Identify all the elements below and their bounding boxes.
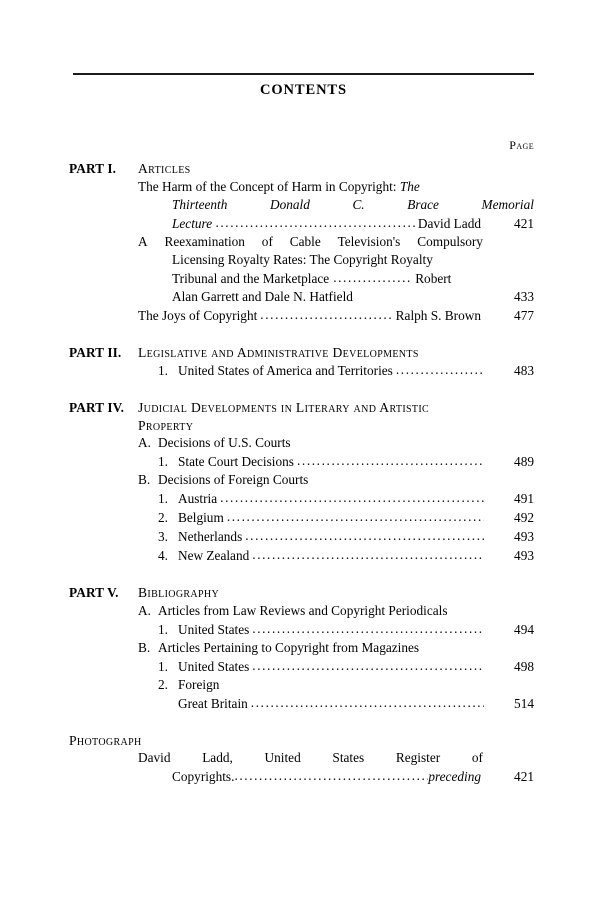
- entry-page-number[interactable]: 483: [514, 363, 534, 378]
- toc-body: [69, 160, 534, 786]
- photograph-heading: Photograph: [69, 732, 142, 748]
- toc-subsection-heading: [138, 434, 534, 452]
- header-rule: [73, 73, 534, 75]
- toc-entry[interactable]: [158, 546, 534, 565]
- entry-text: Articles Pertaining to Copyright from Magazines: [158, 639, 420, 655]
- article-line: [138, 178, 534, 196]
- lettered-row: [138, 639, 534, 657]
- entry-text: Decisions of Foreign Courts: [158, 472, 309, 487]
- entry-marker: B.: [138, 472, 151, 487]
- entry-marker: 1.: [158, 621, 168, 637]
- dot-leader: [215, 214, 417, 232]
- dot-leader: [234, 767, 428, 785]
- article-line: [138, 233, 534, 251]
- entry-marker: 1.: [158, 658, 168, 674]
- entry-text: United States: [178, 621, 250, 637]
- part-i-name: Articles: [138, 161, 191, 176]
- toc-entry-article[interactable]: [138, 306, 534, 325]
- toc-entry-photograph[interactable]: [138, 749, 534, 786]
- photograph-block: [69, 732, 534, 787]
- toc-entry[interactable]: [158, 657, 534, 676]
- entry-page-number[interactable]: 421: [514, 215, 534, 231]
- article-line: [138, 196, 534, 214]
- lettered-row: [158, 676, 534, 694]
- part-i-heading: [69, 160, 534, 178]
- toc-entry[interactable]: [158, 361, 534, 380]
- toc-entry[interactable]: [158, 489, 534, 508]
- article-line: [138, 288, 534, 306]
- article-line: [138, 269, 534, 288]
- dot-leader: [252, 620, 484, 638]
- part-iv-heading: [69, 399, 534, 417]
- part-iv-label: PART IV.: [69, 400, 125, 415]
- lettered-row: [138, 434, 534, 452]
- entry-text: United States: [178, 658, 250, 674]
- dot-leader: [220, 489, 484, 507]
- toc-entry-no-page: [158, 676, 534, 694]
- toc-entry-article[interactable]: [138, 233, 534, 306]
- page-title: CONTENTS: [260, 82, 347, 98]
- section-gap: [69, 380, 534, 399]
- entry-page-number[interactable]: 433: [514, 288, 534, 304]
- entry-text: Belgium: [178, 510, 224, 525]
- dot-leader: [252, 546, 484, 564]
- part-i-label: PART I.: [69, 161, 117, 176]
- part-i-block: [69, 160, 534, 325]
- entry-page-number[interactable]: 477: [514, 307, 534, 323]
- entry-page-number[interactable]: 494: [514, 621, 534, 637]
- toc-subsection-heading: [138, 471, 534, 489]
- lettered-row: [138, 471, 534, 489]
- toc-entry[interactable]: [158, 508, 534, 527]
- entry-marker: B.: [138, 639, 151, 655]
- article-title-line2: Thirteenth Donald C. Brace Memorial: [172, 196, 534, 212]
- entry-text: Great Britain: [178, 695, 248, 711]
- article-author: Robert: [415, 270, 452, 286]
- toc-entry[interactable]: [158, 527, 534, 546]
- dot-leader: [227, 508, 484, 526]
- toc-subsection-heading: [138, 602, 534, 620]
- article-author-line: Alan Garrett and Dale N. Hatfield: [172, 288, 353, 304]
- entry-page-number[interactable]: 421: [514, 769, 534, 784]
- photograph-caption-line1: David Ladd, United States Register of: [138, 750, 483, 765]
- dot-leader: [297, 452, 484, 470]
- entry-text: New Zealand: [178, 548, 250, 563]
- entry-page-number[interactable]: 489: [514, 454, 534, 469]
- entry-marker: 1.: [158, 363, 168, 378]
- article-title-line1: The Harm of the Concept of Harm in Copyright: The: [138, 178, 420, 194]
- entry-text: State Court Decisions: [178, 454, 294, 469]
- part-ii-name: Legislative and Administrative Developments: [138, 344, 419, 360]
- part-ii-label: PART II.: [69, 344, 122, 360]
- entry-text: Austria: [178, 491, 218, 506]
- part-v-block: [69, 584, 534, 713]
- entry-marker: 1.: [158, 491, 168, 506]
- toc-entry[interactable]: [158, 620, 534, 639]
- entry-text: United States of America and Territories: [178, 363, 393, 378]
- part-iv-name: Judicial Developments in Literary and Artistic: [138, 400, 430, 415]
- entry-page-number[interactable]: 492: [514, 510, 534, 525]
- article-title-line1: A Reexamination of Cable Television's Compulsory: [138, 233, 483, 249]
- entry-page-number[interactable]: 493: [514, 548, 534, 563]
- entry-marker: 4.: [158, 548, 168, 563]
- photograph-line: [138, 767, 534, 786]
- entry-text: Foreign: [178, 676, 220, 692]
- entry-marker: 1.: [158, 454, 168, 469]
- part-ii-block: [69, 344, 534, 381]
- entry-page-number[interactable]: 514: [514, 695, 534, 711]
- part-v-label: PART V.: [69, 585, 119, 600]
- section-gap: [69, 325, 534, 344]
- toc-entry-article[interactable]: [138, 178, 534, 233]
- article-line: [138, 214, 534, 233]
- entry-marker: A.: [138, 602, 151, 618]
- photograph-location-note: preceding: [428, 769, 481, 784]
- article-title-line3: Lecture: [172, 215, 213, 231]
- part-v-heading: [69, 584, 534, 602]
- part-iv-block: [69, 399, 534, 565]
- part-ii-heading: [69, 344, 534, 362]
- entry-marker: 2.: [158, 510, 168, 525]
- toc-entry[interactable]: [178, 694, 534, 713]
- entry-text: Articles from Law Reviews and Copyright Periodicals: [158, 602, 448, 618]
- lettered-row: [138, 602, 534, 620]
- entry-text: Decisions of U.S. Courts: [158, 435, 291, 450]
- dot-leader: [252, 657, 484, 675]
- toc-subsection-heading: [138, 639, 534, 657]
- dot-leader: [333, 269, 411, 287]
- article-title-line3: Tribunal and the Marketplace: [172, 270, 330, 286]
- dot-leader: [396, 361, 484, 379]
- entry-marker: A.: [138, 435, 151, 450]
- section-gap: [69, 713, 534, 732]
- section-gap: [69, 565, 534, 584]
- entry-text: Netherlands: [178, 529, 243, 544]
- article-title: The Joys of Copyright: [138, 307, 258, 323]
- dot-leader: [251, 694, 484, 712]
- article-author: David Ladd: [417, 215, 481, 231]
- article-title-line2: Licensing Royalty Rates: The Copyright Royalty: [172, 251, 433, 267]
- article-line: [138, 251, 534, 269]
- photograph-line: [138, 749, 534, 767]
- dot-leader: [245, 527, 484, 545]
- toc-entry[interactable]: [158, 452, 534, 471]
- entry-page-number[interactable]: 498: [514, 658, 534, 674]
- page-column-header: Page: [509, 138, 534, 152]
- entry-page-number[interactable]: 491: [514, 491, 534, 506]
- entry-marker: 3.: [158, 529, 168, 544]
- entry-page-number[interactable]: 493: [514, 529, 534, 544]
- dot-leader: [260, 306, 391, 324]
- article-author: Ralph S. Brown: [395, 307, 481, 323]
- part-v-name: Bibliography: [138, 585, 220, 600]
- photograph-caption-line2: Copyrights.: [172, 769, 235, 784]
- part-iv-name-continued: Property: [138, 417, 194, 433]
- entry-marker: 2.: [158, 676, 168, 692]
